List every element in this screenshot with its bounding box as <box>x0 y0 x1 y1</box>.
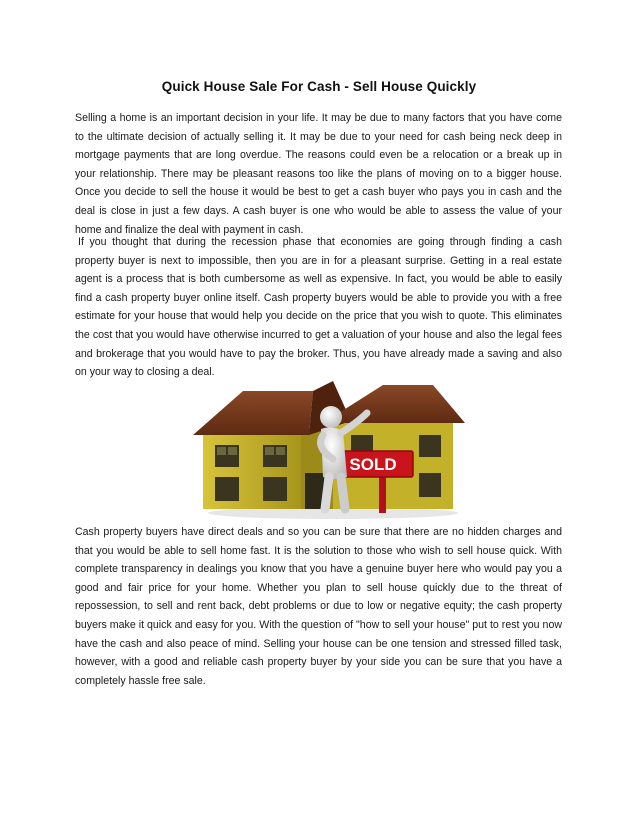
paragraph-2: If you thought that during the recession phase that economies are going through finding a cash property buyer is next to impossible, then you are in for a pleasant surprise. Getting in a real estate agent is a process that is both cumbersome as well as expensive. In fact, you would be able to easily find a cash property buyer online itself. Cash property buyers would be able to provide you with a free estimate for your house that would help you decide on the price that you wish to quote. This eliminates the cost that you would have otherwise incurred to get a valuation of your house and also the legal fees and brokerage that you would have to pay the broker. Thus, you have already made a saving and also on your way to closing a deal. <box>75 236 562 379</box>
house-sold-sign-image <box>183 381 473 521</box>
sold-house-illustration <box>183 381 473 521</box>
paragraph-3: Cash property buyers have direct deals and so you can be sure that there are no hidden charges and that you would be able to sell home fast. It is the solution to those who wish to sell house quick. With complete transparency in dealings you know that you have a genuine buyer here who would pay you a good and fair price for your home. Whether you plan to sell house quickly due to the threat of repossession, to sell and rent back, debt problems or due to low or negative equity; the cash property buyers make it quick and easy for you. With the question of "how to sell your house" put to rest you now have the cash and also peace of mind. Selling your house can be one tension and stressed filled task, however, with a good and reliable cash property buyer by your side you can be sure that you have a completely hassle free sale. <box>75 526 562 687</box>
sold-sign-text: SOLD <box>349 455 397 474</box>
paragraph-1: Selling a home is an important decision in your life. It may be due to many factors that you have come to the ultimate decision of actually selling it. It may be due to your need for cash being neck deep in mortgage payments that are long overdue. The reasons could even be a relocation or a break up in your relationship. There may be pleasant reasons too like the plans of moving on to a bigger house. Once you decide to sell the house it would be best to get a cash buyer who pays you in cash and the deal is close in just a few days. A cash buyer is one who would be able to assess the value of your home and finalize the deal with payment in cash. <box>75 112 562 236</box>
document-title: Quick House Sale For Cash - Sell House Quickly <box>161 79 477 94</box>
